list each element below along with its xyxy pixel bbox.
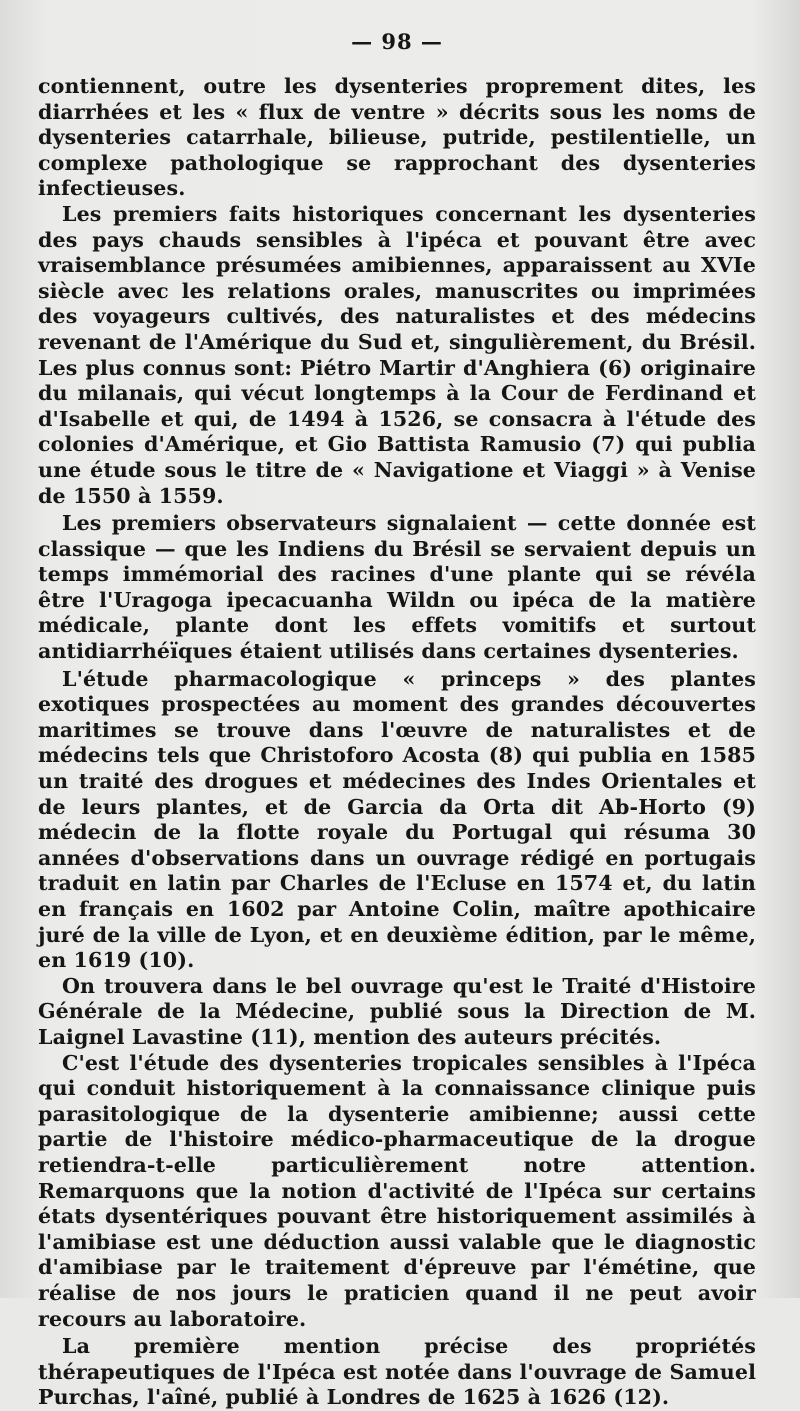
paragraph-1: contiennent, outre les dysenteries proprement dites, les diarrhées et les « flux de ventre » décrits sous les noms de dysenteries catarrhale, bilieuse, putride, pestilentielle, un complexe pathologique se rapprochant des dysenteries infectieuses. — [38, 74, 756, 201]
paragraph-2: Les premiers faits historiques concernant les dysenteries des pays chauds sensibles à l'ipéca et pouvant être avec vraisemblance présumées amibiennes, apparaissent au XVIe siècle avec les relations orales, manuscrites ou imprimées des voyageurs cultivés, des naturalistes et des médecins revenant de l'Amérique du Sud et, singulièrement, du Brésil. Les plus connus sont: Piétro Martir d'Anghiera (6) originaire du milanais, qui vécut longtemps à la Cour de Ferdinand et d'Isabelle et qui, de 1494 à 1526, se consacra à l'étude des colonies d'Amérique, et Gio Battista Ramusio (7) qui publia une étude sous le titre de « Navigatione et Viaggi » à Venise de 1550 à 1559. — [38, 201, 756, 508]
paragraph-4: L'étude pharmacologique « princeps » des plantes exotiques prospectées au moment des grandes découvertes maritimes se trouve dans l'œuvre de naturalistes et de médecins tels que Christoforo Acosta (8) qui publia en 1585 un traité des drogues et médecines des Indes Orientales et de leurs plantes, et de Garcia da Orta dit Ab-Horto (9) médecin de la flotte royale du Portugal qui résuma 30 années d'observations dans un ouvrage rédigé en portugais traduit en latin par Charles de l'Ecluse en 1574 et, du latin en français en 1602 par Antoine Colin, maître apothicaire juré de la ville de Lyon, et en deuxième édition, par le même, en 1619 (10). — [38, 666, 756, 973]
paragraph-6: C'est l'étude des dysenteries tropicales sensibles à l'Ipéca qui conduit historiquement à la connaissance clinique puis parasitologique de la dysenterie amibienne; aussi cette partie de l'histoire médico-pharmaceutique de la drogue retiendra-t-elle particulièrement notre attention. Remarquons que la notion d'activité de l'Ipéca sur certains états dysentériques pouvant être historiquement assimilés à l'amibiase est une déduction aussi valable que le diagnostic d'amibiase par le traitement d'épreuve par l'émétine, que réalise de nos jours le praticien quand il ne peut avoir recours au laboratoire. — [38, 1050, 756, 1331]
paragraph-7: La première mention précise des propriétés thérapeutiques de l'Ipéca est notée dans l'ouvrage de Samuel Purchas, l'aîné, publié à Londres de 1625 à 1626 (12). — [38, 1334, 756, 1410]
paragraph-5: On trouvera dans le bel ouvrage qu'est le Traité d'Histoire Générale de la Médecine, publié sous la Direction de M. Laignel Lavastine (11), mention des auteurs précités. — [38, 973, 756, 1049]
page-number: — 98 — — [351, 29, 443, 54]
body-text — [38, 74, 756, 1411]
paragraph-3: Les premiers observateurs signalaient — cette donnée est classique — que les Indiens du Brésil se servaient depuis un temps immémorial des racines d'une plante qui se révéla être l'Uragoga ipecacuanha Wildn ou ipéca de la matière médicale, plante dont les effets vomitifs et surtout antidiarrhéïques étaient utilisés dans certaines dysenteries. — [38, 511, 756, 664]
